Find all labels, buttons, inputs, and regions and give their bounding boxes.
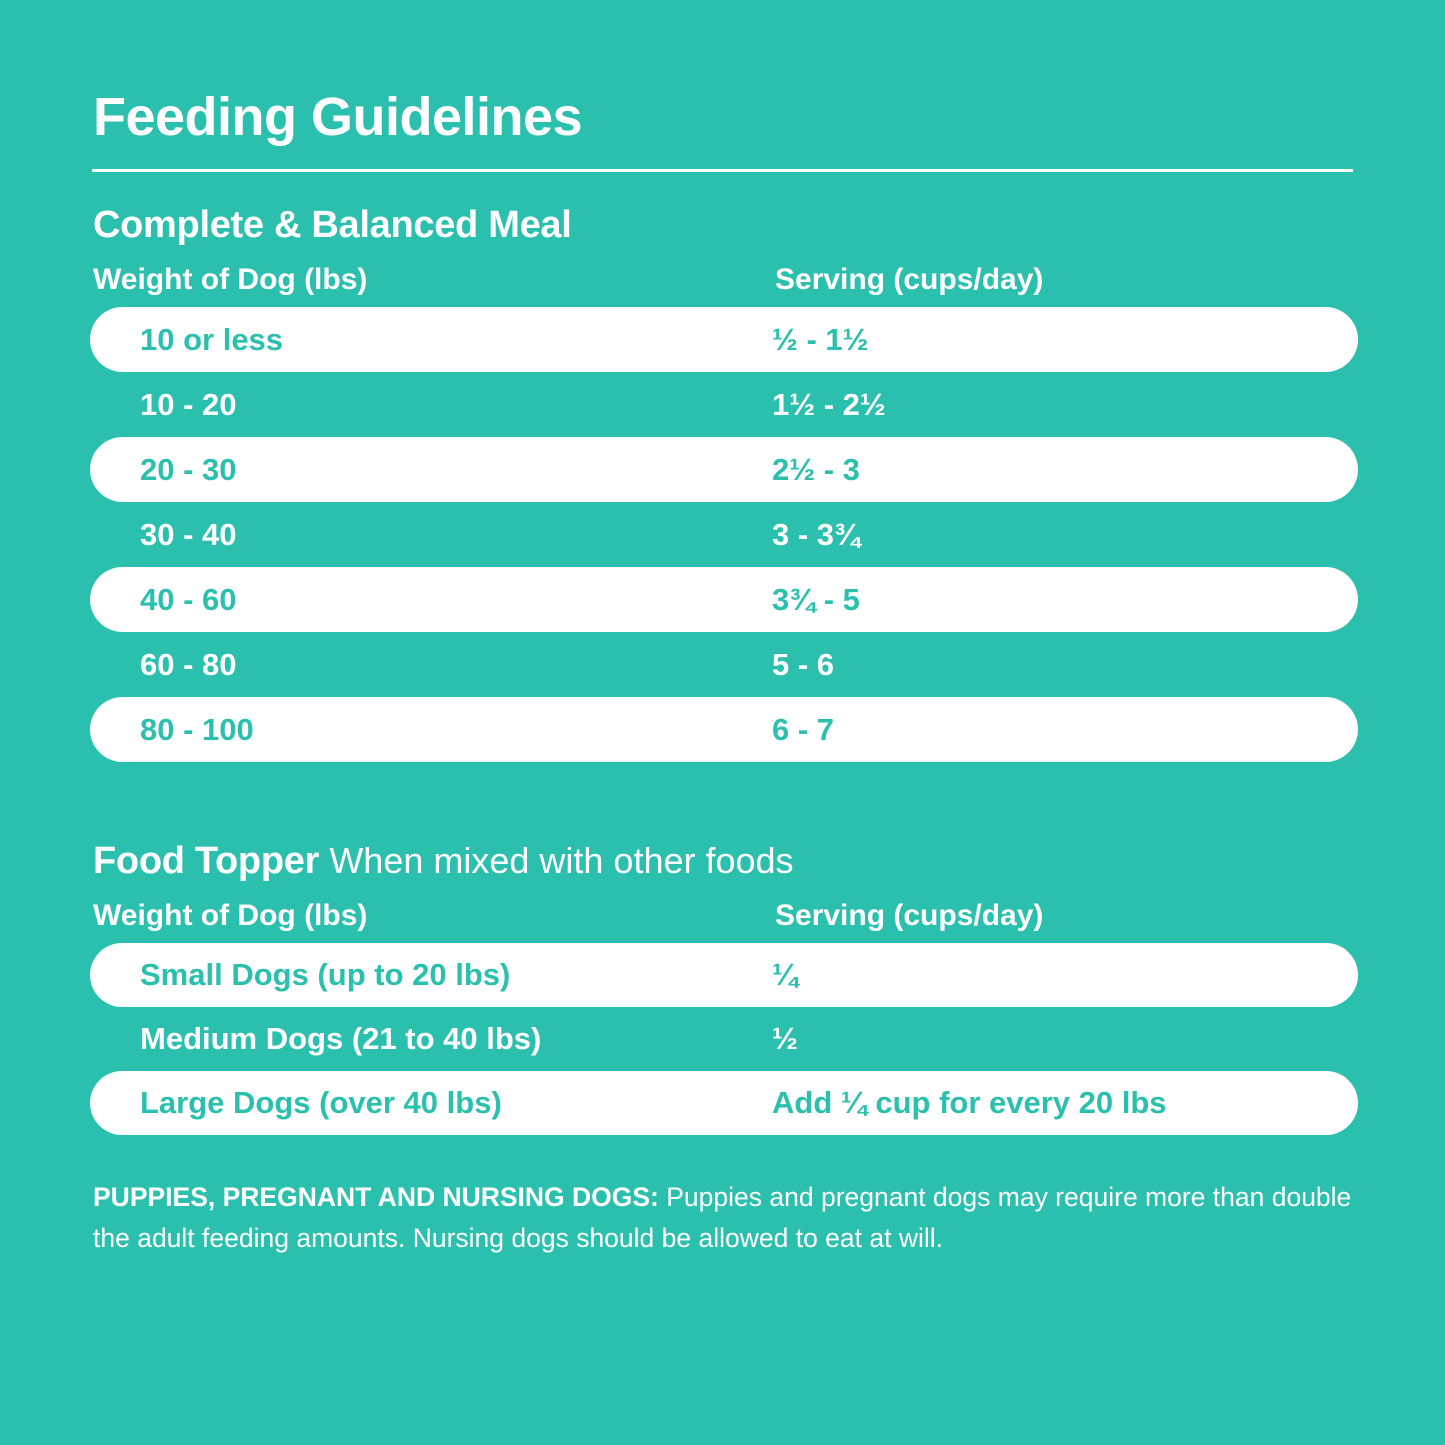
table-row — [90, 1007, 1358, 1071]
footnote — [93, 1177, 1363, 1259]
table-row — [90, 437, 1358, 502]
cell-serving: ½ - 1½ — [772, 321, 869, 357]
section-spacer — [90, 762, 1355, 808]
cell-weight: 40 - 60 — [140, 581, 237, 617]
section-subheading-text: When mixed with other foods — [329, 840, 794, 882]
cell-serving: Add ¼ cup for every 20 lbs — [772, 1085, 1167, 1121]
cell-weight: Small Dogs (up to 20 lbs) — [140, 957, 511, 993]
section-heading-text: Complete & Balanced Meal — [93, 204, 572, 247]
cell-serving: ¼ — [772, 957, 798, 993]
table-row — [90, 307, 1358, 372]
cell-weight: Medium Dogs (21 to 40 lbs) — [140, 1021, 542, 1057]
footnote-text: Puppies and pregnant dogs may require more than double the adult feeding amounts. Nursing dogs should be allowed to eat at will. — [93, 1182, 1352, 1254]
table-row — [90, 632, 1358, 697]
page-title: Feeding Guidelines — [93, 87, 583, 147]
cell-weight: Large Dogs (over 40 lbs) — [140, 1085, 502, 1121]
column-header-serving: Serving (cups/day) — [775, 899, 1044, 933]
column-headers-food-topper — [93, 899, 1355, 933]
table-row — [90, 372, 1358, 437]
cell-weight: 30 - 40 — [140, 516, 237, 552]
cell-serving: ½ — [772, 1021, 798, 1057]
table-row — [90, 943, 1358, 1007]
cell-serving: 2½ - 3 — [772, 451, 860, 487]
column-header-serving: Serving (cups/day) — [775, 263, 1044, 297]
table-row — [90, 697, 1358, 762]
cell-weight: 20 - 30 — [140, 451, 237, 487]
column-headers-complete-meal — [93, 263, 1355, 297]
footnote-label: PUPPIES, PREGNANT AND NURSING DOGS: — [93, 1182, 659, 1213]
cell-serving: 6 - 7 — [772, 711, 835, 747]
title-divider — [92, 169, 1353, 172]
section-heading-text: Food Topper — [93, 840, 320, 883]
cell-weight: 10 - 20 — [140, 386, 237, 422]
cell-weight: 10 or less — [140, 321, 284, 357]
table-row — [90, 502, 1358, 567]
table-row — [90, 1071, 1358, 1135]
table-row — [90, 567, 1358, 632]
table-food-topper — [90, 943, 1358, 1135]
table-complete-meal — [90, 307, 1358, 762]
section-heading-complete-meal — [93, 204, 1355, 247]
section-heading-food-topper — [93, 840, 1355, 883]
cell-weight: 80 - 100 — [140, 711, 254, 747]
cell-serving: 5 - 6 — [772, 646, 835, 682]
cell-serving: 1½ - 2½ — [772, 386, 886, 422]
column-header-weight: Weight of Dog (lbs) — [93, 263, 368, 297]
cell-weight: 60 - 80 — [140, 646, 237, 682]
cell-serving: 3¾ - 5 — [772, 581, 860, 617]
column-header-weight: Weight of Dog (lbs) — [93, 899, 368, 933]
cell-serving: 3 - 3¾ — [772, 516, 860, 552]
